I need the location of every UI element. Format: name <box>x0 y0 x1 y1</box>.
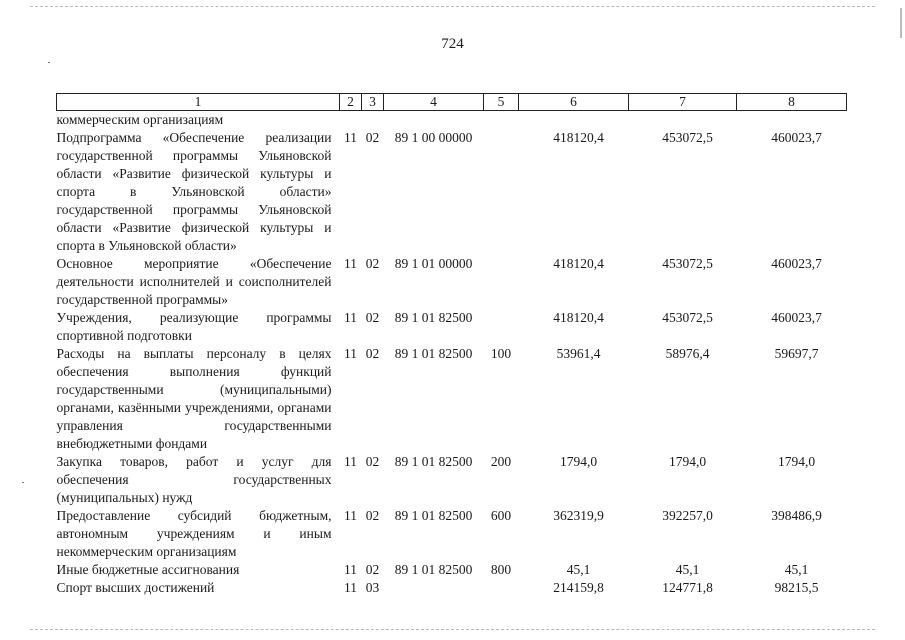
cell-amount-8: 398486,9 <box>771 508 822 523</box>
cell-target-code: 89 1 01 82500 <box>394 454 473 469</box>
table-row <box>57 579 847 597</box>
cell-expense-type <box>484 111 519 130</box>
cell-expense-type: 200 <box>490 454 512 469</box>
row-name: Основное мероприятие «Обеспечение деятельности исполнителей и соисполнителей государственной программы» <box>56 256 332 307</box>
cell-subsection <box>362 111 384 130</box>
cell-amount-6 <box>519 111 629 130</box>
column-header: 4 <box>384 94 484 111</box>
cell-amount-8: 1794,0 <box>777 454 816 469</box>
cell-section <box>340 111 362 130</box>
cell-amount-8: 460023,7 <box>771 310 822 325</box>
column-header: 3 <box>362 94 384 111</box>
scan-speck <box>48 62 50 63</box>
cell-target-code: 89 1 01 00000 <box>394 256 473 271</box>
cell-expense-type <box>484 129 519 255</box>
table-row <box>57 561 847 579</box>
table-row <box>57 345 847 453</box>
row-name: Расходы на выплаты персоналу в целях обеспечения выполнения функций государственными (муниципальными) органами, казёнными учреждениями, органами управления государственными внебюджетными фондами <box>56 346 332 451</box>
row-name: коммерческим организациям <box>56 112 224 127</box>
cell-section: 11 <box>344 562 357 577</box>
cell-amount-8: 45,1 <box>784 562 809 577</box>
cell-amount-7: 453072,5 <box>662 310 713 325</box>
cell-amount-7: 392257,0 <box>662 508 713 523</box>
cell-amount-7: 58976,4 <box>665 346 710 361</box>
page-number: 724 <box>441 36 464 52</box>
cell-target-code: 89 1 01 82500 <box>394 562 473 577</box>
cell-amount-7: 1794,0 <box>668 454 707 469</box>
cell-section: 11 <box>344 346 357 361</box>
cell-subsection: 02 <box>365 310 380 325</box>
cell-subsection: 02 <box>365 454 380 469</box>
budget-table <box>56 93 847 597</box>
column-header: 7 <box>629 94 737 111</box>
cell-expense-type <box>484 579 519 597</box>
scan-edge-right <box>900 8 902 38</box>
cell-amount-6: 53961,4 <box>556 346 601 361</box>
cell-section: 11 <box>344 256 357 271</box>
row-name: Учреждения, реализующие программы спортивной подготовки <box>56 310 332 343</box>
cell-amount-7: 453072,5 <box>662 130 713 145</box>
cell-expense-type: 100 <box>490 346 512 361</box>
row-name: Закупка товаров, работ и услуг для обеспечения государственных (муниципальных) нужд <box>56 454 332 505</box>
column-header: 8 <box>737 94 847 111</box>
cell-subsection: 02 <box>365 130 380 145</box>
cell-amount-8 <box>737 111 847 130</box>
cell-amount-8: 460023,7 <box>771 130 822 145</box>
cell-subsection: 02 <box>365 508 380 523</box>
cell-target-code: 89 1 01 82500 <box>394 346 473 361</box>
cell-target-code: 89 1 01 82500 <box>394 508 473 523</box>
table-row <box>57 453 847 507</box>
row-name: Спорт высших достижений <box>56 580 215 595</box>
cell-expense-type <box>484 309 519 345</box>
cell-amount-6: 214159,8 <box>553 580 604 595</box>
row-name: Предоставление субсидий бюджетным, автономным учреждениям и иным некоммерческим организациям <box>56 508 332 559</box>
cell-target-code: 89 1 00 00000 <box>394 130 473 145</box>
cell-section: 11 <box>344 580 357 595</box>
column-header: 2 <box>340 94 362 111</box>
column-header: 5 <box>484 94 519 111</box>
cell-section: 11 <box>344 508 357 523</box>
cell-expense-type <box>484 255 519 309</box>
cell-amount-7: 453072,5 <box>662 256 713 271</box>
cell-amount-8: 460023,7 <box>771 256 822 271</box>
cell-subsection: 02 <box>365 346 380 361</box>
cell-amount-6: 418120,4 <box>553 130 604 145</box>
cell-section: 11 <box>344 310 357 325</box>
cell-amount-6: 362319,9 <box>553 508 604 523</box>
cell-amount-7 <box>629 111 737 130</box>
cell-amount-6: 418120,4 <box>553 310 604 325</box>
cell-section: 11 <box>344 130 357 145</box>
cell-amount-7: 45,1 <box>675 562 700 577</box>
table-row <box>57 111 847 130</box>
table-row <box>57 129 847 255</box>
cell-expense-type: 800 <box>490 562 512 577</box>
cell-amount-7: 124771,8 <box>662 580 713 595</box>
cell-amount-6: 418120,4 <box>553 256 604 271</box>
table-row <box>57 507 847 561</box>
cell-subsection: 03 <box>365 580 380 595</box>
scan-speck <box>22 482 24 483</box>
cell-target-code: 89 1 01 82500 <box>394 310 473 325</box>
table-row <box>57 255 847 309</box>
column-header: 6 <box>519 94 629 111</box>
cell-amount-6: 1794,0 <box>559 454 598 469</box>
table-header-row <box>57 94 847 111</box>
table-row <box>57 309 847 345</box>
cell-subsection: 02 <box>365 256 380 271</box>
cell-subsection: 02 <box>365 562 380 577</box>
cell-amount-8: 98215,5 <box>774 580 819 595</box>
row-name: Подпрограмма «Обеспечение реализации государственной программы Ульяновской области «Развитие физической культуры и спорта в Ульяновской области» государственной программы Ульяновской области «Развитие физической культуры и спорта в Ульяновской области» <box>56 130 332 253</box>
cell-expense-type: 600 <box>490 508 512 523</box>
cell-target-code <box>384 111 484 130</box>
cell-section: 11 <box>344 454 357 469</box>
scan-edge-bottom <box>30 629 875 630</box>
cell-amount-8: 59697,7 <box>774 346 819 361</box>
scan-edge-top <box>30 6 875 7</box>
column-header: 1 <box>57 94 340 111</box>
cell-amount-6: 45,1 <box>566 562 591 577</box>
cell-target-code <box>384 579 484 597</box>
row-name: Иные бюджетные ассигнования <box>56 562 240 577</box>
